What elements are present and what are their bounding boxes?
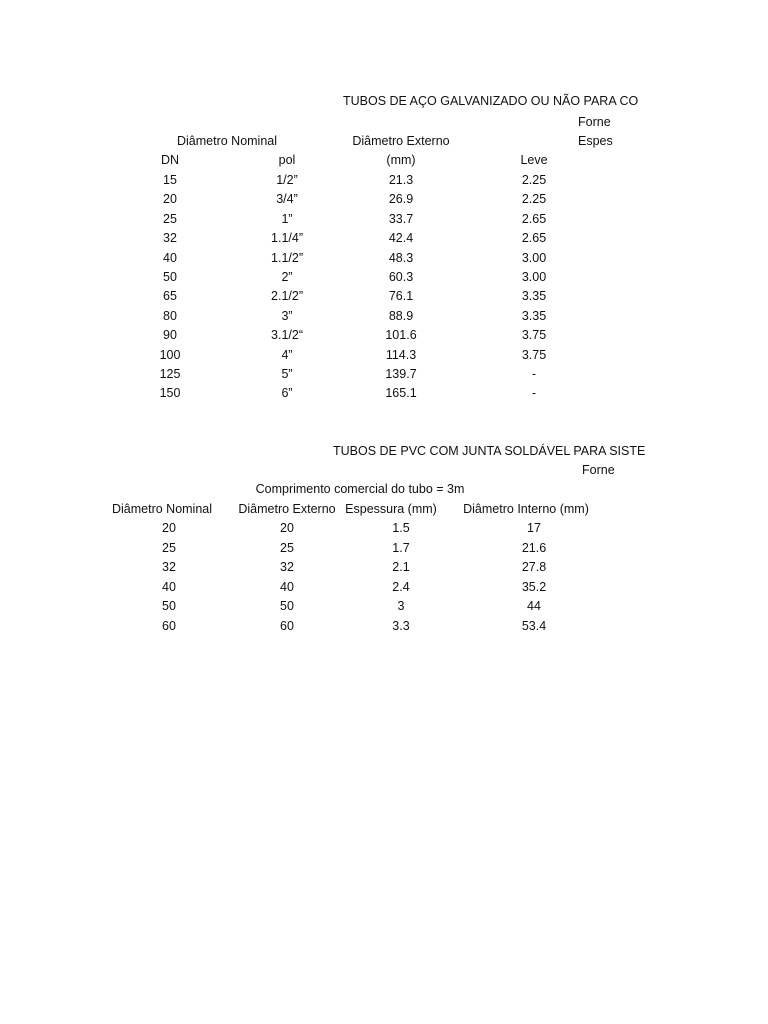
steel-cell-pol: 2.1/2”	[271, 289, 303, 304]
pvc-cell-int: 53.4	[521, 618, 547, 633]
steel-title-clip	[0, 93, 639, 113]
steel-cell-dn: 80	[163, 308, 177, 323]
pvc-cell-ext: 20	[280, 521, 294, 535]
steel-cell-ext: 76.1	[388, 289, 414, 304]
steel-cell-ext: 88.9	[388, 308, 414, 323]
steel-cell-ext: 60.3	[388, 270, 414, 284]
pvc-cell-dn: 50	[162, 599, 176, 613]
pvc-cell-esp: 3.3	[392, 618, 410, 633]
steel-cell-pol: 5”	[281, 367, 293, 381]
pvc-title: TUBOS DE PVC COM JUNTA SOLDÁVEL PARA SISTE	[333, 444, 646, 458]
steel-cell-dn: 125	[159, 367, 181, 381]
steel-cell-pol: 2”	[281, 270, 293, 284]
steel-header-diametro-externo: Diâmetro Externo	[352, 134, 450, 148]
steel-header-leve: Leve	[520, 153, 548, 167]
steel-cell-pol: 3/4”	[276, 192, 298, 207]
steel-cell-dn: 20	[163, 192, 177, 207]
pvc-cell-ext: 40	[280, 579, 294, 594]
steel-cell-ext: 42.4	[388, 231, 414, 246]
pvc-cell-esp: 3	[397, 599, 405, 613]
steel-cell-leve: 2.65	[521, 211, 547, 226]
steel-cell-leve: 3.75	[521, 347, 547, 362]
steel-cell-ext: 21.3	[388, 173, 414, 187]
pvc-cell-dn: 60	[162, 618, 176, 633]
pvc-cell-esp: 2.4	[392, 579, 410, 594]
steel-cell-ext: 26.9	[388, 192, 414, 207]
pvc-subtitle: Comprimento comercial do tubo = 3m	[255, 482, 465, 496]
steel-title: TUBOS DE AÇO GALVANIZADO OU NÃO PARA CO	[343, 94, 639, 108]
steel-cell-ext: 165.1	[385, 386, 417, 401]
steel-espessura-label: Espes	[578, 134, 613, 148]
steel-cell-dn: 32	[163, 231, 177, 246]
steel-cell-ext: 48.3	[388, 250, 414, 265]
steel-cell-dn: 90	[163, 328, 177, 343]
steel-cell-pol: 1/2”	[276, 173, 298, 187]
steel-cell-leve: 2.65	[521, 231, 547, 246]
steel-cell-dn: 100	[159, 347, 181, 362]
steel-cell-ext: 114.3	[385, 347, 417, 362]
pvc-cell-esp: 2.1	[392, 560, 410, 574]
steel-cell-leve: 3.00	[521, 250, 547, 265]
steel-header-pol: pol	[278, 153, 296, 167]
steel-cell-leve: 2.25	[521, 192, 547, 207]
pvc-cell-int: 35.2	[521, 579, 547, 594]
steel-cell-dn: 15	[163, 173, 177, 187]
steel-cell-leve: 2.25	[521, 173, 547, 187]
steel-cell-dn: 150	[159, 386, 181, 401]
steel-cell-leve: 3.00	[521, 270, 547, 284]
pvc-cell-dn: 20	[162, 521, 176, 535]
pvc-cell-dn: 40	[162, 579, 176, 594]
pvc-cell-ext: 32	[280, 560, 294, 574]
pvc-header-diametro-nominal: Diâmetro Nominal	[111, 502, 213, 516]
pvc-cell-ext: 50	[280, 599, 294, 613]
pvc-cell-dn: 25	[162, 540, 176, 555]
pvc-cell-esp: 1.5	[392, 521, 410, 535]
pvc-cell-int: 27.8	[521, 560, 547, 574]
pvc-cell-ext: 25	[280, 540, 294, 555]
steel-cell-leve: -	[531, 367, 537, 381]
steel-cell-ext: 33.7	[388, 211, 414, 226]
steel-cell-pol: 3”	[281, 308, 293, 323]
pvc-header-espessura: Espessura (mm)	[345, 502, 437, 516]
pvc-cell-int: 44	[527, 599, 541, 613]
steel-cell-pol: 1”	[281, 211, 293, 226]
pvc-header-diametro-externo: Diâmetro Externo	[238, 502, 336, 516]
pvc-cell-esp: 1.7	[392, 540, 410, 555]
steel-header-diametro-nominal: Diâmetro Nominal	[176, 134, 278, 148]
steel-cell-ext: 139.7	[385, 367, 417, 381]
pvc-cell-int: 21.6	[521, 540, 547, 555]
steel-cell-dn: 65	[163, 289, 177, 304]
steel-cell-leve: 3.35	[521, 308, 547, 323]
pvc-cell-dn: 32	[162, 560, 176, 574]
steel-cell-dn: 40	[163, 250, 177, 265]
pvc-cell-int: 17	[527, 521, 541, 535]
steel-cell-pol: 3.1/2“	[271, 328, 303, 343]
steel-header-mm: (mm)	[386, 153, 416, 167]
steel-fornecedor-label: Forne	[578, 115, 611, 129]
pvc-title-clip	[0, 443, 646, 463]
pvc-fornecedor-label: Forne	[582, 463, 615, 477]
steel-cell-pol: 6”	[281, 386, 293, 401]
steel-cell-leve: 3.35	[521, 289, 547, 304]
pvc-cell-ext: 60	[280, 618, 294, 633]
steel-cell-leve: 3.75	[521, 328, 547, 343]
steel-cell-pol: 1.1/4”	[271, 231, 303, 246]
steel-cell-dn: 25	[163, 211, 177, 226]
steel-cell-pol: 1.1/2”	[271, 250, 303, 265]
steel-cell-ext: 101.6	[385, 328, 417, 343]
steel-header-dn: DN	[160, 153, 180, 167]
steel-cell-leve: -	[531, 386, 537, 401]
steel-cell-pol: 4”	[281, 347, 293, 362]
pvc-header-diametro-interno: Diâmetro Interno (mm)	[463, 502, 589, 516]
steel-cell-dn: 50	[163, 270, 177, 284]
